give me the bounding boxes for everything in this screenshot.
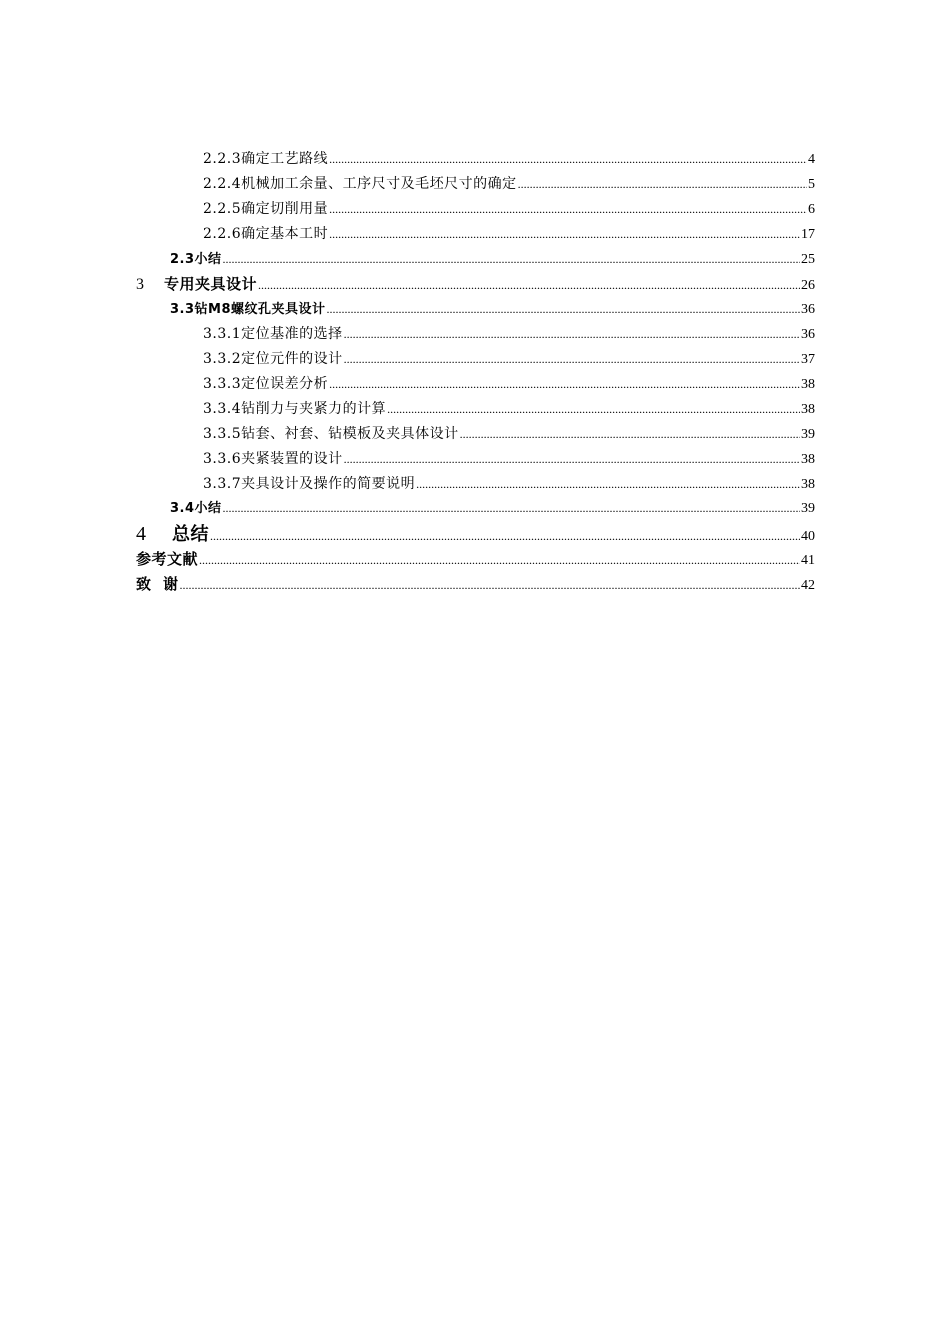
toc-entry-label: [136, 523, 209, 546]
toc-entry-3-3-6[interactable]: [203, 448, 815, 470]
leader-dots: [518, 173, 807, 195]
toc-entry-label: 3.3.6夹紧装置的设计: [203, 451, 343, 467]
toc-entry-page: 4: [808, 152, 815, 167]
leader-dots: [416, 473, 800, 495]
leader-dots: [344, 348, 800, 370]
toc-entry-page: 36: [801, 302, 815, 317]
toc-entry-page: 42: [801, 578, 815, 593]
toc-entry-page: 37: [801, 352, 815, 367]
toc-entry-label: [136, 273, 257, 296]
chapter-title: 总结: [172, 524, 209, 545]
toc-entry-3-3-4[interactable]: [203, 398, 815, 420]
toc-entry-page: 38: [801, 377, 815, 392]
toc-entry-3-3[interactable]: [170, 298, 815, 320]
toc-entry-references[interactable]: [136, 548, 815, 570]
leader-dots: [179, 574, 800, 596]
toc-entry-label: 3.3.5钻套、衬套、钻模板及夹具体设计: [203, 426, 459, 442]
leader-dots: [199, 549, 800, 571]
toc-entry-label: 2.2.6确定基本工时: [203, 226, 329, 242]
leader-dots: [329, 198, 807, 220]
leader-dots: [210, 525, 800, 547]
leader-dots: [387, 398, 800, 420]
leader-dots: [327, 298, 800, 320]
toc-entry-page: 6: [808, 202, 815, 217]
toc-entry-2-3[interactable]: [170, 248, 815, 270]
toc-entry-3-3-2[interactable]: [203, 348, 815, 370]
toc-entry-label: 参考文献: [136, 550, 199, 568]
toc-entry-chapter-3[interactable]: [136, 273, 815, 295]
toc-entry-label: 2.2.4机械加工余量、工序尺寸及毛坯尺寸的确定: [203, 176, 517, 192]
toc-entry-page: 25: [801, 252, 815, 267]
toc-entry-label: 3.3.4钻削力与夹紧力的计算: [203, 401, 387, 417]
leader-dots: [223, 497, 800, 519]
toc-entry-page: 38: [801, 452, 815, 467]
leader-dots: [329, 373, 800, 395]
toc-entry-page: 5: [808, 177, 815, 192]
toc-entry-page: 36: [801, 327, 815, 342]
toc-entry-acknowledgements[interactable]: [136, 573, 815, 595]
leader-dots: [344, 448, 800, 470]
toc-entry-page: 39: [801, 501, 815, 516]
leader-dots: [460, 423, 800, 445]
toc-entry-2-2-6[interactable]: [203, 223, 815, 245]
toc-entry-3-3-5[interactable]: [203, 423, 815, 445]
leader-dots: [329, 223, 800, 245]
toc-entry-page: 38: [801, 477, 815, 492]
chapter-number: 4: [136, 523, 147, 545]
chapter-title: 专用夹具设计: [164, 275, 258, 293]
toc-entry-label: 3.3.1定位基准的选择: [203, 326, 343, 342]
toc-entry-page: 39: [801, 427, 815, 442]
toc-entry-label: 3.3钻M8螺纹孔夹具设计: [170, 302, 326, 317]
toc-entry-chapter-4[interactable]: [136, 523, 815, 545]
toc-entry-page: 26: [801, 278, 815, 293]
toc-entry-3-4[interactable]: [170, 497, 815, 519]
leader-dots: [329, 148, 807, 170]
chapter-number: 3: [136, 276, 145, 293]
toc-entry-3-3-3[interactable]: [203, 373, 815, 395]
toc-entry-label: 3.3.3定位误差分析: [203, 376, 329, 392]
toc-entry-label: 3.4小结: [170, 501, 222, 516]
toc-entry-page: 38: [801, 402, 815, 417]
toc-entry-2-2-4[interactable]: [203, 173, 815, 195]
leader-dots: [258, 274, 800, 296]
toc-entry-2-2-3[interactable]: [203, 148, 815, 170]
toc-entry-label: 致 谢: [136, 575, 179, 593]
toc-entry-2-2-5[interactable]: [203, 198, 815, 220]
toc-entry-page: 40: [801, 529, 815, 544]
toc-entry-label: 2.2.5确定切削用量: [203, 201, 329, 217]
toc-entry-label: 2.2.3确定工艺路线: [203, 151, 329, 167]
toc-entry-label: 2.3小结: [170, 252, 222, 267]
leader-dots: [344, 323, 800, 345]
toc-entry-page: 17: [801, 227, 815, 242]
toc-entry-page: 41: [801, 553, 815, 568]
toc-entry-3-3-1[interactable]: [203, 323, 815, 345]
toc-entry-3-3-7[interactable]: [203, 473, 815, 495]
toc-entry-label: 3.3.2定位元件的设计: [203, 351, 343, 367]
toc-entry-label: 3.3.7夹具设计及操作的简要说明: [203, 476, 416, 492]
leader-dots: [223, 248, 800, 270]
